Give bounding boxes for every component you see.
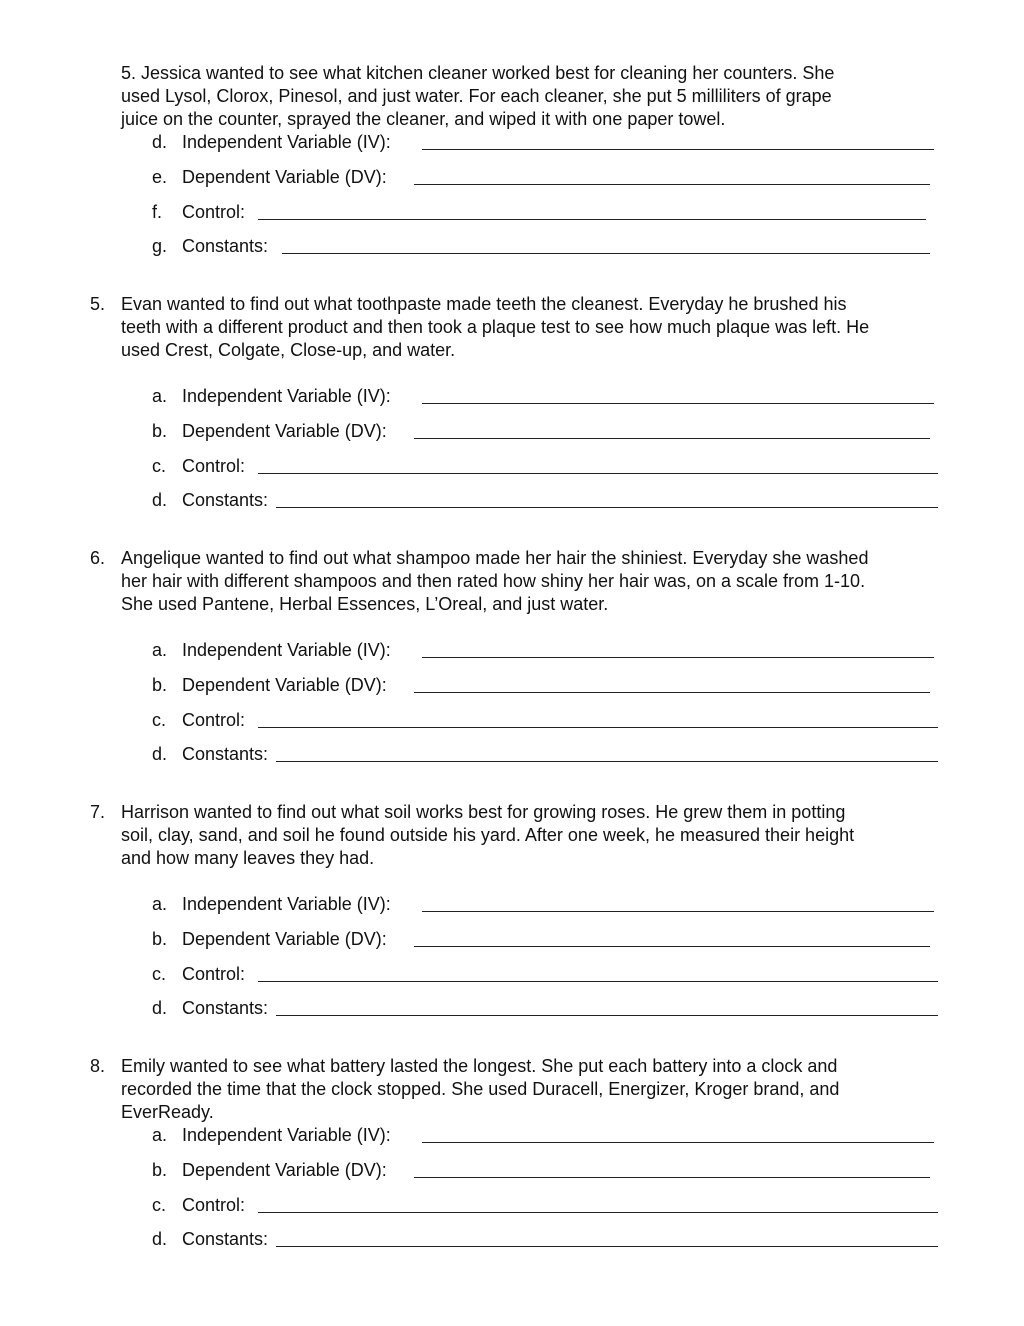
answer-blank[interactable] [276,743,938,762]
answer-blank[interactable] [422,1124,934,1143]
question-number: 6. [90,548,106,568]
answer-blank[interactable] [276,489,938,508]
question-text: Harrison wanted to find out what soil works best for growing roses. He grew them in potting soil, clay, sand, and soil he found outside his yard. After one week, he measured their height and how many leaves they had. [121,802,855,868]
answer-blank[interactable] [422,893,934,912]
question-number: 7. [90,802,106,822]
answer-blank[interactable] [422,639,934,658]
question-jessica [121,62,834,131]
question-text: Angelique wanted to find out what shampoo made her hair the shiniest. Everyday she washed her hair with different shampoos and then rated how shiny her hair was, on a scale from 1-10. She used Pantene, Herbal Essences, L’Oreal, and just water. [121,548,869,614]
answer-blank[interactable] [258,1194,938,1213]
answer-blank[interactable] [414,166,930,185]
answer-blank[interactable] [414,1159,930,1178]
answer-blank[interactable] [258,455,938,474]
answer-blank[interactable] [282,235,930,254]
answer-blank[interactable] [276,1228,938,1247]
question-evan [90,293,869,362]
answer-blank[interactable] [422,131,934,150]
question-text: 5. Jessica wanted to see what kitchen cleaner worked best for cleaning her counters. She used Lysol, Clorox, Pinesol, and just water. For each cleaner, she put 5 milliliters of grape juice on the counter, sprayed the cleaner, and wiped it with one paper towel. [121,63,835,129]
answer-blank[interactable] [414,928,930,947]
answer-blank[interactable] [258,201,926,220]
answer-blank[interactable] [414,674,930,693]
answer-blank[interactable] [276,997,938,1016]
answer-blank[interactable] [414,420,930,439]
question-angelique [90,547,868,616]
answer-blank[interactable] [258,709,938,728]
question-text: Emily wanted to see what battery lasted the longest. She put each battery into a clock and recorded the time that the clock stopped. She used Duracell, Energizer, Kroger brand, and EverReady. [121,1056,840,1122]
question-text: Evan wanted to find out what toothpaste made teeth the cleanest. Everyday he brushed his teeth with a different product and then took a plaque test to see how much plaque was left. He used Crest, Colgate, Close-up, and water. [121,294,870,360]
question-number: 8. [90,1056,106,1076]
question-emily [90,1055,839,1124]
answer-blank[interactable] [422,385,934,404]
answer-blank[interactable] [258,963,938,982]
question-number: 5. [90,294,106,314]
question-harrison [90,801,854,870]
